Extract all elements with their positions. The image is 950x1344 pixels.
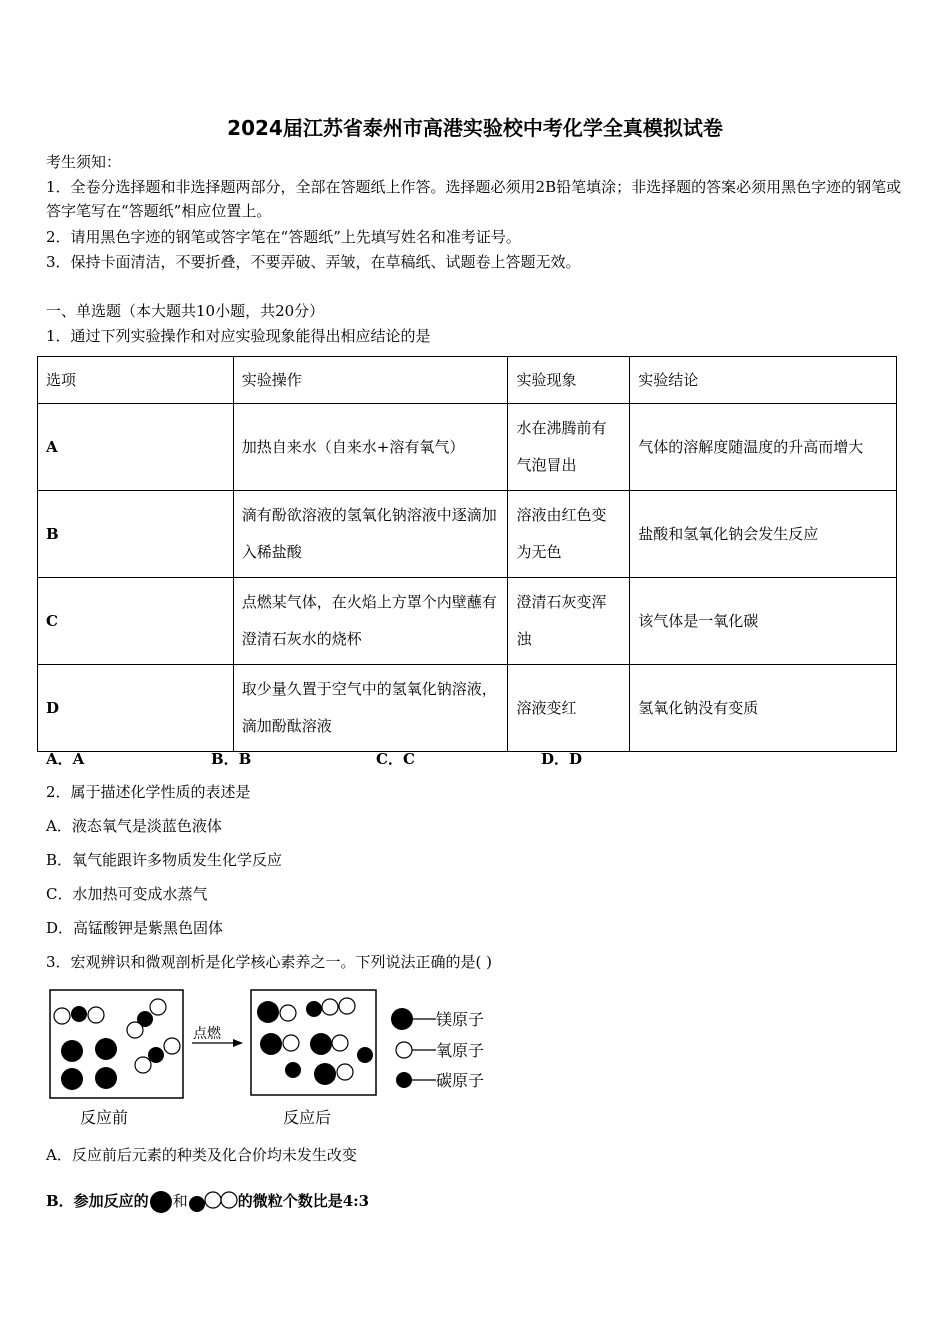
table-row [38, 491, 897, 578]
header-cell: 选项 [38, 357, 234, 404]
table-header-row [38, 357, 897, 404]
q3-stem: 3．宏观辨识和微观剖析是化学核心素养之一。下列说法正确的是( ) [46, 953, 493, 971]
oxygen-atom [88, 1007, 104, 1023]
notice-item-3: 3．保持卡面清洁，不要折叠，不要弄破、弄皱，在草稿纸、试题卷上答题无效。 [46, 253, 581, 271]
phenomenon-cell: 澄清石灰变浑浊 [508, 578, 630, 665]
operation-cell: 点燃某气体，在火焰上方罩个内壁蘸有澄清石灰水的烧杯 [233, 578, 508, 665]
q3-option-b-and: 和 [172, 1192, 188, 1210]
legend-magnesium-icon [391, 1008, 413, 1030]
magnesium-atom [61, 1040, 83, 1062]
q1-option-b[interactable]: B．B [211, 750, 252, 768]
table-row [38, 578, 897, 665]
q3-option-b-prefix: B．参加反应的 [46, 1192, 149, 1210]
page-title: 2024届江苏省泰州市高港实验校中考化学全真模拟试卷 [227, 116, 723, 140]
oxygen-atom [54, 1008, 70, 1024]
arrow-label: 点燃 [193, 1026, 221, 1042]
header-cell: 实验结论 [630, 357, 897, 404]
before-label: 反应前 [80, 1108, 129, 1127]
oxygen-atom [127, 1022, 143, 1038]
table-row [38, 665, 897, 752]
conclusion-cell: 该气体是一氧化碳 [630, 578, 897, 665]
q1-stem: 1．通过下列实验操作和对应实验现象能得出相应结论的是 [46, 327, 431, 345]
oxygen-atom [283, 1035, 299, 1051]
q2-option-b[interactable]: B．氧气能跟许多物质发生化学反应 [46, 851, 283, 869]
q2-option-d[interactable]: D．高锰酸钾是紫黑色固体 [46, 919, 224, 937]
oxygen-atom [150, 999, 166, 1015]
option-cell: A [38, 404, 234, 491]
oxygen-atom [135, 1057, 151, 1073]
carbon-atom [71, 1006, 87, 1022]
option-cell: D [38, 665, 234, 752]
magnesium-atom [260, 1033, 282, 1055]
q3-option-a[interactable]: A．反应前后元素的种类及化合价均未发生改变 [46, 1146, 357, 1164]
legend-carbon-icon [396, 1072, 412, 1088]
magnesium-atom [257, 1001, 279, 1023]
magnesium-atom [61, 1068, 83, 1090]
carbon-atom [285, 1062, 301, 1078]
header-cell: 实验现象 [508, 357, 630, 404]
legend-oxygen-label: 氧原子 [436, 1041, 485, 1060]
conclusion-cell: 盐酸和氢氧化钠会发生反应 [630, 491, 897, 578]
q2-option-c[interactable]: C．水加热可变成水蒸气 [46, 885, 208, 903]
header-cell: 实验操作 [233, 357, 508, 404]
option-cell: B [38, 491, 234, 578]
carbon-atom [357, 1047, 373, 1063]
carbon-atom [306, 1001, 322, 1017]
arrow-head [233, 1039, 243, 1047]
operation-cell: 加热自来水（自来水+溶有氧气） [233, 404, 508, 491]
magnesium-atom-icon [149, 1190, 173, 1214]
before-molecules [54, 999, 180, 1090]
carbon-atom [148, 1047, 164, 1063]
q2-stem: 2．属于描述化学性质的表述是 [46, 783, 251, 801]
table-row [38, 404, 897, 491]
q1-option-d[interactable]: D．D [541, 750, 583, 768]
phenomenon-cell: 溶液由红色变为无色 [508, 491, 630, 578]
oxygen-atom [332, 1035, 348, 1051]
q1-option-c[interactable]: C．C [376, 750, 415, 768]
phenomenon-cell: 水在沸腾前有气泡冒出 [508, 404, 630, 491]
q1-table [37, 356, 897, 752]
notice-item-1: 1．全卷分选择题和非选择题两部分，全部在答题纸上作答。选择题必须用2B铅笔填涂；非选择题的答案必须用黑色字迹的钢笔或答字笔写在“答题纸”相应位置上。 [46, 178, 902, 220]
q3-option-b[interactable] [46, 1178, 369, 1224]
q2-option-a[interactable]: A．液态氧气是淡蓝色液体 [46, 817, 222, 835]
notice-item-2: 2．请用黑色字迹的钢笔或答字笔在“答题纸”上先填写姓名和准考证号。 [46, 228, 521, 246]
conclusion-cell: 氢氧化钠没有变质 [630, 665, 897, 752]
magnesium-atom [310, 1033, 332, 1055]
option-cell: C [38, 578, 234, 665]
co2-molecule-icon [188, 1190, 238, 1214]
legend-magnesium-label: 镁原子 [436, 1010, 485, 1029]
q3-option-b-suffix: 的微粒个数比是4:3 [237, 1192, 370, 1210]
conclusion-cell: 气体的溶解度随温度的升高而增大 [630, 404, 897, 491]
notice-heading: 考生须知： [46, 153, 122, 171]
oxygen-atom [164, 1038, 180, 1054]
after-label: 反应后 [283, 1108, 332, 1127]
after-molecules [257, 998, 373, 1085]
reaction-diagram [48, 988, 508, 1128]
phenomenon-cell: 溶液变红 [508, 665, 630, 752]
operation-cell: 取少量久置于空气中的氢氧化钠溶液，滴加酚酞溶液 [233, 665, 508, 752]
operation-cell: 滴有酚欲溶液的氢氧化钠溶液中逐滴加入稀盐酸 [233, 491, 508, 578]
q1-option-a[interactable]: A．A [46, 750, 85, 768]
legend-carbon-label: 碳原子 [436, 1071, 485, 1090]
section-heading: 一、单选题（本大题共10小题，共20分） [46, 302, 325, 320]
legend-oxygen-icon [396, 1042, 412, 1058]
legend [391, 1008, 484, 1090]
magnesium-atom [95, 1038, 117, 1060]
magnesium-atom [314, 1063, 336, 1085]
oxygen-atom [339, 998, 355, 1014]
oxygen-atom [280, 1005, 296, 1021]
oxygen-atom [322, 999, 338, 1015]
oxygen-atom [337, 1064, 353, 1080]
magnesium-atom [95, 1067, 117, 1089]
